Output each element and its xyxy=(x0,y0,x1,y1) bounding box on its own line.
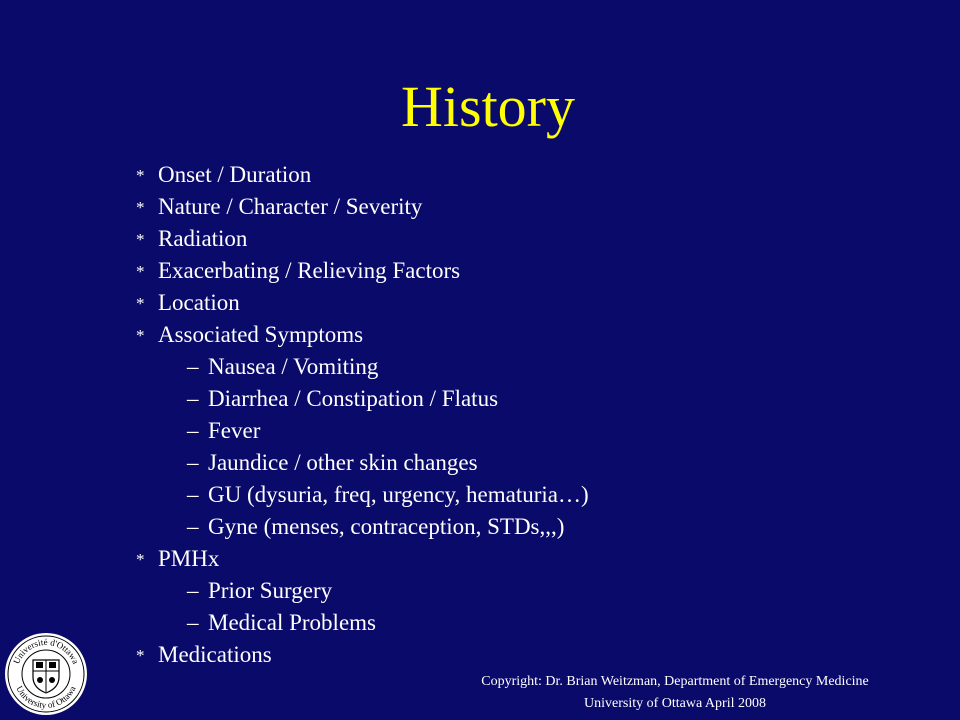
sub-bullet-item xyxy=(136,479,589,511)
sub-bullet-item xyxy=(136,607,589,639)
dash-bullet-icon: – xyxy=(187,450,199,475)
bullet-text: GU (dysuria, freq, urgency, hematuria…) xyxy=(208,482,589,507)
bullet-text: Nature / Character / Severity xyxy=(158,194,423,219)
bullet-text: Medications xyxy=(158,642,272,667)
dash-bullet-icon: – xyxy=(187,482,199,507)
slide-title: History xyxy=(401,74,575,139)
dash-bullet-icon: – xyxy=(187,610,199,635)
dash-bullet-icon: – xyxy=(187,578,199,603)
bullet-text: Onset / Duration xyxy=(158,162,312,187)
bullet-text: Jaundice / other skin changes xyxy=(208,450,478,475)
asterisk-bullet-icon: * xyxy=(136,294,145,313)
dash-bullet-icon: – xyxy=(187,386,199,411)
dash-bullet-icon: – xyxy=(187,418,199,443)
copyright-footer xyxy=(440,671,910,715)
bullet-list xyxy=(136,159,589,671)
asterisk-bullet-icon: * xyxy=(136,166,145,185)
bullet-text: Nausea / Vomiting xyxy=(208,354,379,379)
footer-line-2: University of Ottawa April 2008 xyxy=(584,696,766,711)
bullet-text: Gyne (menses, contraception, STDs,,,) xyxy=(208,514,565,539)
bullet-text: Medical Problems xyxy=(208,610,376,635)
footer-line-1: Copyright: Dr. Brian Weitzman, Department of Emergency Medicine xyxy=(481,674,869,689)
sub-bullet-item xyxy=(136,383,589,415)
bullet-item xyxy=(136,639,589,671)
bullet-text: Exacerbating / Relieving Factors xyxy=(158,258,461,283)
bullet-text: Fever xyxy=(208,418,261,443)
asterisk-bullet-icon: * xyxy=(136,326,145,345)
svg-text:Université d'Ottawa: Université d'Ottawa xyxy=(11,636,81,666)
bullet-item xyxy=(136,543,589,575)
sub-bullet-item xyxy=(136,415,589,447)
sub-bullet-item xyxy=(136,575,589,607)
svg-text:University of Ottawa: University of Ottawa xyxy=(14,684,78,711)
bullet-item xyxy=(136,319,589,351)
bullet-text: Location xyxy=(158,290,240,315)
bullet-item xyxy=(136,223,589,255)
asterisk-bullet-icon: * xyxy=(136,550,145,569)
asterisk-bullet-icon: * xyxy=(136,198,145,217)
asterisk-bullet-icon: * xyxy=(136,262,145,281)
bullet-item xyxy=(136,159,589,191)
asterisk-bullet-icon: * xyxy=(136,230,145,249)
asterisk-bullet-icon: * xyxy=(136,646,145,665)
bullet-text: Prior Surgery xyxy=(208,578,333,603)
bullet-text: Radiation xyxy=(158,226,248,251)
sub-bullet-item xyxy=(136,511,589,543)
dash-bullet-icon: – xyxy=(187,354,199,379)
bullet-text: Diarrhea / Constipation / Flatus xyxy=(208,386,499,411)
bullet-item xyxy=(136,191,589,223)
bullet-text: Associated Symptoms xyxy=(158,322,364,347)
sub-bullet-item xyxy=(136,447,589,479)
university-seal-logo xyxy=(4,632,88,716)
sub-bullet-item xyxy=(136,351,589,383)
dash-bullet-icon: – xyxy=(187,514,199,539)
bullet-text: PMHx xyxy=(158,546,220,571)
bullet-item xyxy=(136,287,589,319)
bullet-item xyxy=(136,255,589,287)
